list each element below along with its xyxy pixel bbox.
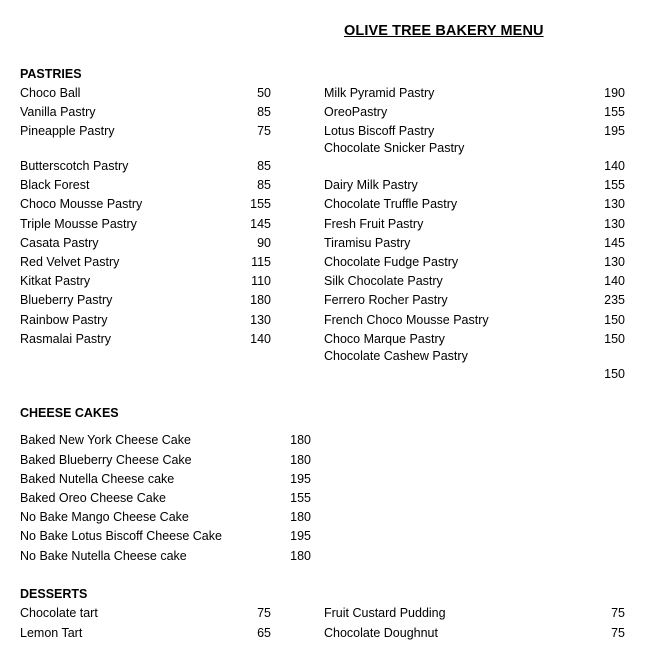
item-price: 145 xyxy=(604,236,625,250)
item-price: 180 xyxy=(290,453,311,467)
menu-item xyxy=(20,330,271,348)
menu-item xyxy=(324,347,625,383)
item-price: 195 xyxy=(290,529,311,543)
menu-item xyxy=(20,470,311,488)
menu-item xyxy=(20,431,311,449)
menu-title: OLIVE TREE BAKERY MENU xyxy=(344,23,544,39)
item-name: Chocolate Fudge Pastry xyxy=(324,255,459,269)
item-name: Chocolate Cashew Pastry xyxy=(324,349,468,363)
item-name: No Bake Lotus Biscoff Cheese Cake xyxy=(20,529,222,543)
item-name: Silk Chocolate Pastry xyxy=(324,274,443,288)
menu-item xyxy=(20,195,271,213)
item-name: Choco Mousse Pastry xyxy=(20,197,143,211)
item-price: 155 xyxy=(290,491,311,505)
item-price: 85 xyxy=(257,105,271,119)
item-name: Baked New York Cheese Cake xyxy=(20,433,191,447)
menu-item xyxy=(324,195,625,213)
item-name: Milk Pyramid Pastry xyxy=(324,86,435,100)
item-name: Butterscotch Pastry xyxy=(20,159,129,173)
menu-item xyxy=(324,84,625,102)
item-price: 85 xyxy=(257,159,271,173)
item-name: Chocolate Doughnut xyxy=(324,626,438,640)
item-price: 130 xyxy=(604,197,625,211)
item-name: No Bake Nutella Cheese cake xyxy=(20,549,187,563)
menu-item xyxy=(324,311,625,329)
item-name: Tiramisu Pastry xyxy=(324,236,411,250)
item-price: 75 xyxy=(257,606,271,620)
item-name: Baked Oreo Cheese Cake xyxy=(20,491,166,505)
item-price: 195 xyxy=(290,472,311,486)
item-price: 155 xyxy=(250,197,271,211)
item-price: 180 xyxy=(290,549,311,563)
menu-item xyxy=(20,253,271,271)
item-name: Chocolate tart xyxy=(20,606,98,620)
menu-item xyxy=(20,291,271,309)
item-price: 130 xyxy=(604,217,625,231)
item-price: 180 xyxy=(290,510,311,524)
menu-item xyxy=(324,291,625,309)
item-name: Lotus Biscoff Pastry xyxy=(324,124,435,138)
menu-item xyxy=(20,527,311,545)
menu-item xyxy=(20,547,311,565)
item-price: 65 xyxy=(257,626,271,640)
item-name: Lemon Tart xyxy=(20,626,83,640)
menu-item xyxy=(324,234,625,252)
item-price: 180 xyxy=(250,293,271,307)
item-price: 140 xyxy=(604,159,625,173)
menu-item xyxy=(20,624,271,642)
menu-item xyxy=(324,272,625,290)
menu-item xyxy=(324,330,625,348)
item-price: 110 xyxy=(251,274,271,288)
menu-item xyxy=(324,139,625,175)
menu-item xyxy=(324,122,625,140)
menu-item xyxy=(20,508,311,526)
item-name: Rainbow Pastry xyxy=(20,313,108,327)
menu-item xyxy=(324,253,625,271)
item-price: 145 xyxy=(250,217,271,231)
menu-item xyxy=(324,624,625,642)
item-price: 180 xyxy=(290,433,311,447)
section-heading-desserts: DESSERTS xyxy=(20,587,88,601)
item-price: 50 xyxy=(257,86,271,100)
item-name: Ferrero Rocher Pastry xyxy=(324,293,448,307)
menu-item xyxy=(20,451,311,469)
item-price: 150 xyxy=(604,313,625,327)
item-name: Choco Marque Pastry xyxy=(324,332,445,346)
item-name: Chocolate Snicker Pastry xyxy=(324,141,465,155)
item-price: 150 xyxy=(604,367,625,381)
item-price: 75 xyxy=(257,124,271,138)
menu-item xyxy=(20,176,271,194)
item-price: 190 xyxy=(604,86,625,100)
item-price: 130 xyxy=(250,313,271,327)
menu-item xyxy=(20,122,271,140)
item-name: Fruit Custard Pudding xyxy=(324,606,446,620)
item-name: Dairy Milk Pastry xyxy=(324,178,418,192)
item-name: Red Velvet Pastry xyxy=(20,255,120,269)
menu-item xyxy=(324,604,625,622)
item-name: Casata Pastry xyxy=(20,236,99,250)
item-name: Baked Blueberry Cheese Cake xyxy=(20,453,192,467)
menu-item xyxy=(20,215,271,233)
item-name: Fresh Fruit Pastry xyxy=(324,217,424,231)
menu-item xyxy=(20,103,271,121)
item-price: 140 xyxy=(604,274,625,288)
item-price: 90 xyxy=(257,236,271,250)
item-name: Chocolate Truffle Pastry xyxy=(324,197,458,211)
item-name: No Bake Mango Cheese Cake xyxy=(20,510,189,524)
item-price: 85 xyxy=(257,178,271,192)
item-price: 155 xyxy=(604,105,625,119)
item-price: 155 xyxy=(604,178,625,192)
section-heading-cheese-cakes: CHEESE CAKES xyxy=(20,406,119,420)
item-price: 130 xyxy=(604,255,625,269)
item-name: Black Forest xyxy=(20,178,90,192)
menu-item xyxy=(324,103,625,121)
item-price: 115 xyxy=(251,255,271,269)
menu-item xyxy=(20,604,271,622)
menu-item xyxy=(324,215,625,233)
section-heading-pastries: PASTRIES xyxy=(20,67,82,81)
item-price: 195 xyxy=(604,124,625,138)
item-name: Vanilla Pastry xyxy=(20,105,96,119)
menu-item xyxy=(20,84,271,102)
item-price: 75 xyxy=(611,626,625,640)
menu-item xyxy=(20,234,271,252)
item-price: 235 xyxy=(604,293,625,307)
item-price: 150 xyxy=(604,332,625,346)
item-name: French Choco Mousse Pastry xyxy=(324,313,489,327)
item-name: Baked Nutella Cheese cake xyxy=(20,472,175,486)
menu-item xyxy=(20,157,271,175)
item-name: OreoPastry xyxy=(324,105,388,119)
menu-item xyxy=(324,176,625,194)
item-name: Kitkat Pastry xyxy=(20,274,91,288)
menu-item xyxy=(20,311,271,329)
menu-item xyxy=(20,272,271,290)
item-name: Blueberry Pastry xyxy=(20,293,113,307)
item-name: Triple Mousse Pastry xyxy=(20,217,137,231)
item-name: Choco Ball xyxy=(20,86,81,100)
item-price: 75 xyxy=(611,606,625,620)
item-name: Rasmalai Pastry xyxy=(20,332,111,346)
item-price: 140 xyxy=(250,332,271,346)
menu-item xyxy=(20,489,311,507)
item-name: Pineapple Pastry xyxy=(20,124,115,138)
